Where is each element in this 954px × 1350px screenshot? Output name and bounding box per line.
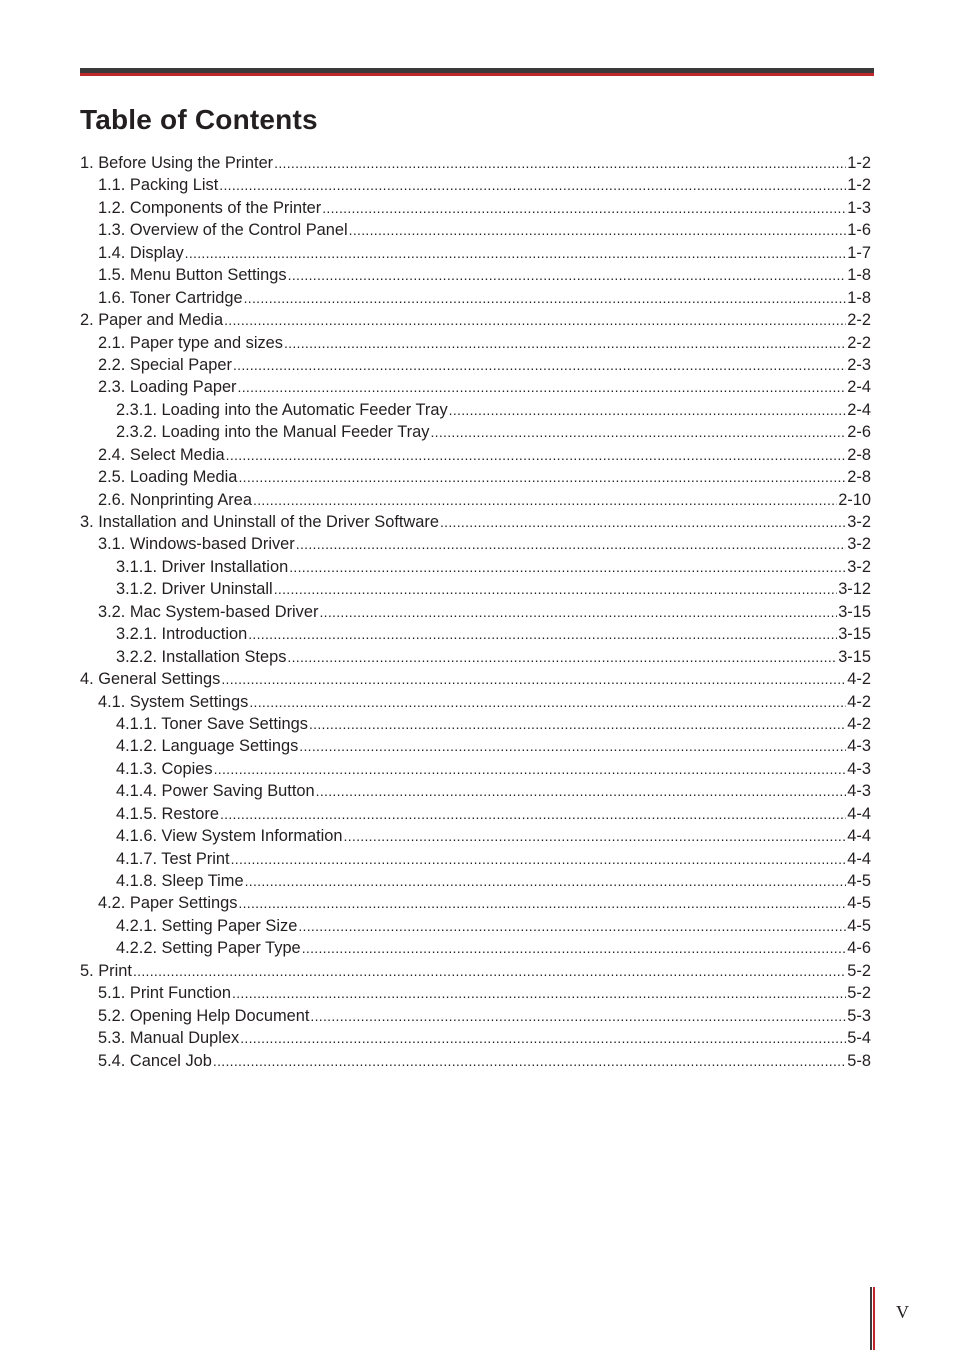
toc-entry-title: 5.4. Cancel Job bbox=[98, 1051, 212, 1070]
toc-entry-page: 2-6 bbox=[847, 423, 871, 442]
toc-entry-page: 1-6 bbox=[847, 221, 871, 240]
toc-entry[interactable] bbox=[80, 668, 871, 690]
toc-entry-page: 4-4 bbox=[847, 827, 871, 846]
toc-entry-title: 2.1. Paper type and sizes bbox=[98, 333, 283, 352]
toc-entry-title: 1. Before Using the Printer bbox=[80, 154, 274, 172]
toc-entry-page: 5-8 bbox=[847, 1051, 871, 1070]
toc-dot-leader bbox=[224, 309, 846, 331]
toc-entry-title: 4.1. System Settings bbox=[98, 692, 249, 711]
toc-entry-page: 5-4 bbox=[847, 1029, 871, 1048]
footer-rule-red-line bbox=[873, 1287, 875, 1350]
toc-entry-page: 5-2 bbox=[847, 961, 871, 980]
footer-rule bbox=[870, 1287, 875, 1350]
toc-entry-title: 5.2. Opening Help Document bbox=[98, 1006, 310, 1025]
toc-dot-leader bbox=[344, 825, 847, 847]
toc-entry-title: 1.2. Components of the Printer bbox=[98, 198, 322, 217]
toc-entry[interactable] bbox=[80, 758, 871, 780]
toc-dot-leader bbox=[214, 758, 847, 780]
toc-entry-title: 3.1.1. Driver Installation bbox=[116, 557, 289, 576]
toc-entry-title: 2.5. Loading Media bbox=[98, 468, 238, 487]
toc-entry[interactable] bbox=[80, 646, 871, 668]
toc-entry[interactable] bbox=[80, 803, 871, 825]
toc-entry-page: 1-2 bbox=[847, 176, 871, 195]
toc-entry[interactable] bbox=[80, 309, 871, 331]
toc-entry-page: 3-2 bbox=[847, 557, 871, 576]
table-of-contents bbox=[80, 152, 871, 1072]
toc-dot-leader bbox=[430, 421, 846, 443]
toc-entry[interactable] bbox=[80, 735, 871, 757]
toc-entry-title: 4. General Settings bbox=[80, 670, 221, 689]
toc-entry-title: 3.2.1. Introduction bbox=[116, 625, 248, 644]
toc-entry-title: 5. Print bbox=[80, 961, 132, 980]
toc-entry-title: 1.4. Display bbox=[98, 243, 184, 262]
toc-dot-leader bbox=[287, 646, 837, 668]
toc-entry-page: 3-2 bbox=[847, 513, 871, 531]
toc-dot-leader bbox=[274, 578, 838, 600]
toc-dot-leader bbox=[221, 668, 846, 690]
toc-dot-leader bbox=[288, 264, 847, 286]
toc-entry[interactable] bbox=[80, 1027, 871, 1049]
toc-entry-page: 4-5 bbox=[847, 872, 871, 890]
toc-entry-page: 4-4 bbox=[847, 804, 871, 823]
toc-entry-title: 3.1.2. Driver Uninstall bbox=[116, 580, 273, 599]
toc-entry-page: 2-4 bbox=[847, 378, 871, 397]
toc-entry[interactable] bbox=[80, 915, 871, 937]
toc-dot-leader bbox=[238, 376, 847, 398]
toc-entry[interactable] bbox=[80, 174, 871, 196]
toc-entry[interactable] bbox=[80, 421, 871, 443]
toc-entry-title: 1.5. Menu Button Settings bbox=[98, 266, 287, 285]
toc-entry-title: 3.1. Windows-based Driver bbox=[98, 535, 295, 554]
toc-entry[interactable] bbox=[80, 242, 871, 264]
toc-entry[interactable] bbox=[80, 354, 871, 376]
toc-entry-page: 2-3 bbox=[847, 355, 871, 374]
toc-entry-title: 3.2.2. Installation Steps bbox=[116, 647, 287, 666]
toc-entry[interactable] bbox=[80, 870, 871, 892]
toc-entry-title: 4.1.8. Sleep Time bbox=[116, 872, 244, 890]
toc-entry[interactable] bbox=[80, 287, 871, 309]
toc-dot-leader bbox=[232, 982, 846, 1004]
toc-entry-page: 4-6 bbox=[847, 939, 871, 958]
toc-dot-leader bbox=[219, 174, 846, 196]
toc-entry[interactable] bbox=[80, 601, 871, 623]
toc-entry[interactable] bbox=[80, 848, 871, 870]
toc-dot-leader bbox=[349, 219, 847, 241]
toc-dot-leader bbox=[233, 354, 846, 376]
toc-entry-page: 2-4 bbox=[847, 400, 871, 419]
toc-entry-title: 1.6. Toner Cartridge bbox=[98, 288, 243, 307]
toc-entry[interactable] bbox=[80, 713, 871, 735]
toc-entry-title: 2.3.1. Loading into the Automatic Feeder Tray bbox=[116, 400, 448, 419]
toc-entry-title: 4.2. Paper Settings bbox=[98, 894, 238, 913]
toc-dot-leader bbox=[299, 735, 846, 757]
toc-entry-title: 2.4. Select Media bbox=[98, 445, 225, 464]
toc-entry[interactable] bbox=[80, 197, 871, 219]
toc-entry-title: 3.2. Mac System-based Driver bbox=[98, 602, 319, 621]
toc-entry-title: 2.3. Loading Paper bbox=[98, 378, 237, 397]
toc-entry-title: 4.1.3. Copies bbox=[116, 759, 213, 778]
toc-entry[interactable] bbox=[80, 219, 871, 241]
toc-entry-title: 4.1.7. Test Print bbox=[116, 849, 230, 868]
toc-dot-leader bbox=[253, 489, 837, 511]
toc-entry[interactable] bbox=[80, 444, 871, 466]
toc-entry-page: 1-8 bbox=[847, 266, 871, 285]
toc-entry[interactable] bbox=[80, 937, 871, 959]
toc-dot-leader bbox=[310, 1005, 846, 1027]
toc-entry-page: 3-12 bbox=[838, 580, 871, 599]
toc-entry-page: 2-2 bbox=[847, 333, 871, 352]
toc-entry-page: 1-3 bbox=[847, 198, 871, 217]
toc-entry[interactable] bbox=[80, 780, 871, 802]
toc-entry[interactable] bbox=[80, 623, 871, 645]
toc-entry[interactable] bbox=[80, 892, 871, 914]
toc-entry-page: 4-2 bbox=[847, 714, 871, 733]
toc-dot-leader bbox=[302, 937, 847, 959]
toc-entry-title: 4.1.5. Restore bbox=[116, 804, 219, 823]
toc-entry-title: 4.2.2. Setting Paper Type bbox=[116, 939, 301, 958]
toc-dot-leader bbox=[245, 870, 847, 892]
toc-entry-title: 2.2. Special Paper bbox=[98, 355, 232, 374]
toc-entry-title: 2.3.2. Loading into the Manual Feeder Tray bbox=[116, 423, 430, 442]
toc-entry-title: 4.1.2. Language Settings bbox=[116, 737, 299, 756]
toc-entry-title: 2. Paper and Media bbox=[80, 311, 224, 330]
toc-dot-leader bbox=[289, 556, 846, 578]
toc-entry[interactable] bbox=[80, 691, 871, 713]
toc-dot-leader bbox=[284, 332, 846, 354]
toc-entry[interactable] bbox=[80, 332, 871, 354]
toc-entry[interactable] bbox=[80, 399, 871, 421]
toc-entry-page: 4-5 bbox=[847, 916, 871, 935]
toc-entry-page: 4-3 bbox=[847, 737, 871, 756]
toc-entry[interactable] bbox=[80, 825, 871, 847]
toc-entry-page: 5-2 bbox=[847, 984, 871, 1003]
page-title: Table of Contents bbox=[80, 104, 318, 135]
toc-entry-page: 4-3 bbox=[847, 782, 871, 801]
toc-entry-title: 2.6. Nonprinting Area bbox=[98, 490, 252, 509]
toc-dot-leader bbox=[309, 713, 846, 735]
toc-entry-page: 4-3 bbox=[847, 759, 871, 778]
toc-dot-leader bbox=[274, 152, 846, 174]
toc-entry[interactable] bbox=[80, 152, 871, 174]
toc-entry-title: 1.3. Overview of the Control Panel bbox=[98, 221, 348, 240]
toc-dot-leader bbox=[240, 1027, 846, 1049]
toc-entry[interactable] bbox=[80, 511, 871, 533]
toc-dot-leader bbox=[238, 892, 846, 914]
toc-dot-leader bbox=[226, 444, 847, 466]
toc-dot-leader bbox=[296, 533, 847, 555]
toc-entry-title: 3. Installation and Uninstall of the Driver Software bbox=[80, 513, 439, 531]
page-number: V bbox=[896, 1302, 909, 1322]
toc-entry[interactable] bbox=[80, 533, 871, 555]
toc-entry-title: 5.1. Print Function bbox=[98, 984, 232, 1003]
toc-entry-title: 4.1.1. Toner Save Settings bbox=[116, 714, 308, 733]
toc-entry-page: 3-2 bbox=[847, 535, 871, 554]
toc-entry-title: 1.1. Packing List bbox=[98, 176, 219, 195]
toc-entry[interactable] bbox=[80, 376, 871, 398]
footer-rule-dark-line bbox=[870, 1287, 872, 1350]
toc-dot-leader bbox=[244, 287, 847, 309]
toc-entry[interactable] bbox=[80, 960, 871, 982]
toc-entry-title: 4.2.1. Setting Paper Size bbox=[116, 916, 298, 935]
toc-entry[interactable] bbox=[80, 556, 871, 578]
toc-entry-title: 4.1.6. View System Information bbox=[116, 827, 343, 846]
toc-dot-leader bbox=[319, 601, 837, 623]
toc-dot-leader bbox=[316, 780, 847, 802]
toc-dot-leader bbox=[440, 511, 846, 533]
toc-entry-page: 4-4 bbox=[847, 849, 871, 868]
toc-entry-page: 4-2 bbox=[847, 670, 871, 689]
toc-entry-page: 3-15 bbox=[838, 647, 871, 666]
toc-entry[interactable] bbox=[80, 578, 871, 600]
toc-dot-leader bbox=[133, 960, 846, 982]
header-rule-red-line bbox=[80, 73, 874, 76]
toc-entry-page: 3-15 bbox=[838, 602, 871, 621]
toc-dot-leader bbox=[449, 399, 847, 421]
toc-dot-leader bbox=[213, 1050, 846, 1072]
toc-entry-page: 4-5 bbox=[847, 894, 871, 913]
toc-dot-leader bbox=[231, 848, 847, 870]
toc-dot-leader bbox=[322, 197, 846, 219]
toc-entry-title: 4.1.4. Power Saving Button bbox=[116, 782, 315, 801]
header-rule bbox=[80, 68, 874, 77]
toc-entry-page: 5-3 bbox=[847, 1006, 871, 1025]
toc-entry[interactable] bbox=[80, 982, 871, 1004]
toc-dot-leader bbox=[220, 803, 846, 825]
toc-entry[interactable] bbox=[80, 489, 871, 511]
toc-entry-page: 3-15 bbox=[838, 625, 871, 644]
toc-entry[interactable] bbox=[80, 466, 871, 488]
toc-entry[interactable] bbox=[80, 264, 871, 286]
toc-entry-title: 5.3. Manual Duplex bbox=[98, 1029, 240, 1048]
toc-dot-leader bbox=[185, 242, 847, 264]
toc-entry-page: 2-10 bbox=[838, 490, 871, 509]
toc-entry[interactable] bbox=[80, 1005, 871, 1027]
toc-entry-page: 1-7 bbox=[847, 243, 871, 262]
toc-entry-page: 4-2 bbox=[847, 692, 871, 711]
toc-entry[interactable] bbox=[80, 1050, 871, 1072]
toc-entry-page: 2-8 bbox=[847, 468, 871, 487]
toc-entry-page: 2-2 bbox=[847, 311, 871, 330]
toc-dot-leader bbox=[238, 466, 846, 488]
toc-entry-page: 2-8 bbox=[847, 445, 871, 464]
toc-entry-page: 1-8 bbox=[847, 288, 871, 307]
toc-dot-leader bbox=[248, 623, 837, 645]
toc-dot-leader bbox=[298, 915, 846, 937]
toc-entry-page: 1-2 bbox=[847, 154, 871, 172]
toc-dot-leader bbox=[249, 691, 846, 713]
